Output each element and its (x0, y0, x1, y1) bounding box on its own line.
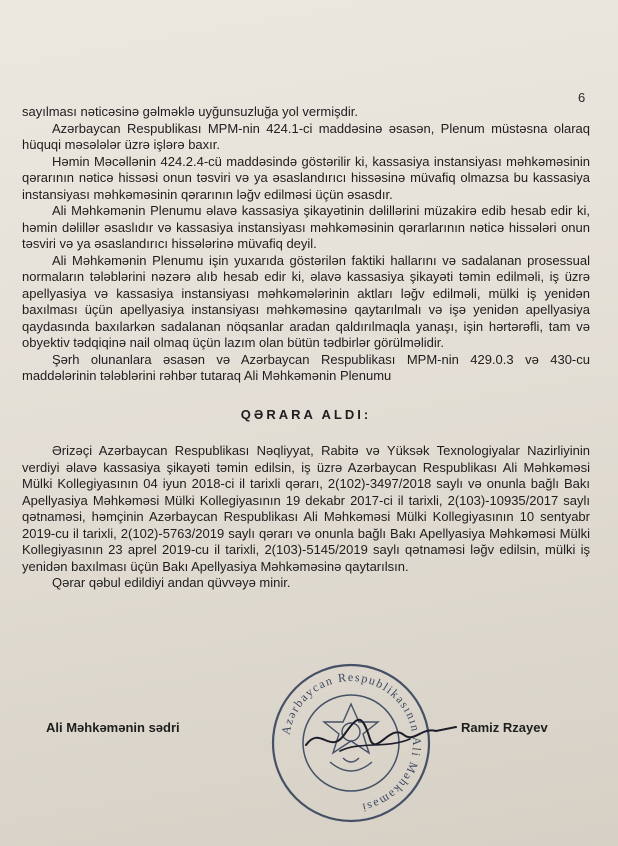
decision-heading: QƏRARA ALDI: (240, 406, 372, 422)
handwritten-signature (300, 705, 460, 765)
paragraph: Azərbaycan Respublikası MPM-nin 424.1-ci maddəsinə əsasən, Plenum müstəsna olaraq hüquqi məsələlər üzrə işlərə baxır. (22, 120, 590, 152)
page-number: 6 (578, 90, 586, 105)
paragraph: Şərh olunanlara əsasən və Azərbaycan Respublikası MPM-nin 429.0.3 və 430-cu maddələrinin tələblərini rəhbər tutaraq Ali Məhkəmənin Plenumu (22, 351, 590, 383)
signatory-title: Ali Məhkəmənin sədri (46, 720, 180, 735)
paragraph: Həmin Məcəllənin 424.2.4-cü maddəsində göstərilir ki, kassasiya instansiyası məhkəməsinin qərarının nəticə hissəsi onun təsviri və ya əsaslandırıcı hissəsinə müvafiq olmazsa bu kassasiya instansiyası məhkəməsinin qərarının ləğv edilməsi üçün əsasdır. (22, 153, 590, 202)
paragraph: Ali Məhkəmənin Plenumu işin yuxarıda göstərilən faktiki hallarını və sadalanan prosessual normaların tələblərini nəzərə alıb hesab edir ki, əlavə kassasiya şikayəti təmin edilməli, iş üzrə apellyasiya və kassasiya instansiyası məhkəmələrinin aktları ləğv edilməli, mülki iş yenidən baxılması üçün apellyasiya instansiyası məhkəməsinə qaytarılmalı və işə yenidən apellyasiya qaydasında baxılarkən sadalanan nöqsanlar aradan qaldırılmaqla yanaşı, işin hərtərəfli, tam və obyektiv tədqiqinə nail olmaq üçün lazım olan bütün tədbirlər görülməlidir. (22, 252, 590, 350)
signatory-name: Ramiz Rzayev (461, 720, 548, 735)
paragraph: Ali Məhkəmənin Plenumu əlavə kassasiya şikayətinin dəlillərini müzakirə edib hesab edir ki, həmin dəlillər əsaslıdır və kassasiya instansiyası məhkəməsinin qərarlarının nəticə hissələri onun təsviri və ya əsaslandırıcı hissələrinə müvafiq deyil. (22, 203, 590, 251)
seal-text: Azərbaycan Respublikasının Ali Məhkəməsi (278, 669, 425, 816)
paragraph: sayılması nəticəsinə gəlməklə uyğunsuzluğa yol vermişdir. (22, 104, 358, 119)
document-body (22, 104, 590, 592)
decision-paragraph: Qərar qəbul edildiyi andan qüvvəyə minir. (52, 575, 291, 590)
decision-paragraph: Ərizəçi Azərbaycan Respublikası Nəqliyyat, Rabitə və Yüksək Texnologiyalar Nazirliyinin verdiyi əlavə kassasiya şikayəti təmin edilsin, iş üzrə Azərbaycan Respublikası Ali Məhkəməsi Mülki Kollegiyasının 04 iyun 2018-ci il tarixli qərarı, 2(102)-3497/2018 saylı və onunla bağlı Bakı Apellyasiya Məhkəməsi Mülki Kollegiyasının 19 dekabr 2017-ci il tarixli, 2(103)-10935/2017 saylı qətnaməsi, həmçinin Azərbaycan Respublikası Ali Məhkəməsi Mülki Kollegiyasının 10 sentyabr 2019-cu il tarixli, 2(102)-5763/2019 saylı qərarı və onunla bağlı Bakı Apellyasiya Məhkəməsi Mülki Kollegiyasının 23 aprel 2019-cu il tarixli, 2(103)-5145/2019 saylı qətnaməsi ləğv edilsin, mülki iş yenidən baxılması üçün Bakı Apellyasiya Məhkəməsinə qaytarılsın. (22, 443, 590, 574)
